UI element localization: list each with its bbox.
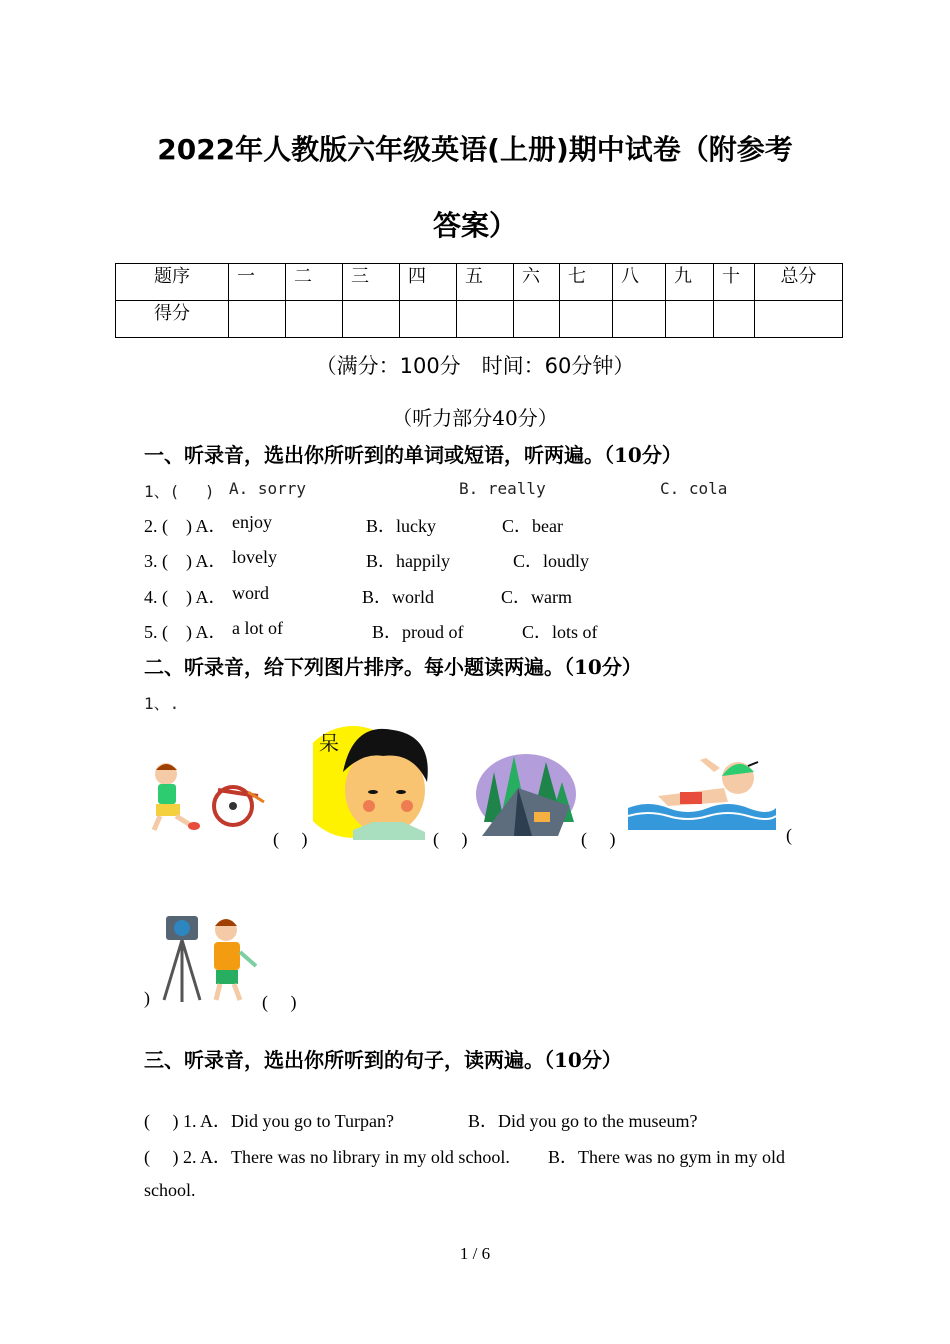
score-table-score-row	[116, 301, 843, 338]
score-header-cell: 三	[343, 264, 400, 301]
s1-q2-number: 2. ( ) A．	[144, 516, 227, 536]
score-header-cell: 九	[666, 264, 714, 301]
s1-q1-option-b: B. really	[459, 479, 546, 498]
s2-answer-bracket-5[interactable]: ( )	[262, 992, 297, 1012]
score-header-cell: 二	[286, 264, 343, 301]
score-cell[interactable]	[613, 301, 666, 338]
confused-boy-picture	[313, 722, 433, 840]
s3-q2-option-a: ( ) 2. A．There was no library in my old school.	[144, 1147, 510, 1167]
s2-answer-bracket-close[interactable]: )	[144, 988, 150, 1008]
s1-q3-number: 3. ( ) A．	[144, 551, 227, 571]
score-cell[interactable]	[229, 301, 286, 338]
s1-q2-option-a: enjoy	[232, 512, 272, 532]
s2-answer-bracket-3[interactable]: ( )	[581, 829, 616, 849]
score-header-cell: 七	[560, 264, 613, 301]
s1-q4-option-b: B．world	[362, 587, 434, 607]
s1-q3-option-c: C．loudly	[513, 551, 590, 571]
score-cell[interactable]	[755, 301, 843, 338]
score-cell[interactable]	[666, 301, 714, 338]
s3-q2-continuation: school.	[144, 1180, 196, 1200]
listening-part-label: （听力部分40分）	[392, 406, 558, 430]
page-title-line1: 2022年人教版六年级英语(上册)期中试卷（附参考	[157, 133, 793, 166]
s2-q1-label: 1、.	[144, 694, 180, 713]
bike-crash-picture	[148, 760, 266, 834]
s1-q4-option-a: word	[232, 583, 269, 603]
page-title-line2: 答案）	[432, 209, 517, 242]
score-cell[interactable]	[400, 301, 457, 338]
s1-q1-option-a: A. sorry	[229, 479, 307, 498]
exam-info: （满分：100分 时间：60分钟）	[315, 354, 635, 378]
s1-q4-option-c: C．warm	[501, 587, 572, 607]
svg-text:呆: 呆	[319, 731, 339, 755]
s3-q1-option-b: B．Did you go to the museum?	[468, 1111, 698, 1131]
s1-q2-option-c: C．bear	[502, 516, 563, 536]
score-row-label: 得分	[116, 301, 229, 338]
score-cell[interactable]	[560, 301, 613, 338]
s2-answer-bracket-2[interactable]: ( )	[433, 829, 468, 849]
section2-heading: 二、听录音，给下列图片排序。每小题读两遍。（10分）	[144, 655, 642, 679]
s1-q1-option-c: C. cola	[660, 479, 728, 498]
score-cell[interactable]	[457, 301, 514, 338]
score-header-cell: 四	[400, 264, 457, 301]
score-header-cell: 八	[613, 264, 666, 301]
score-header-cell: 六	[514, 264, 560, 301]
s1-q5-option-b: B．proud of	[372, 622, 464, 642]
page-number: 1 / 6	[459, 1244, 491, 1263]
score-cell[interactable]	[343, 301, 400, 338]
score-cell[interactable]	[714, 301, 755, 338]
s1-q3-option-a: lovely	[232, 547, 277, 567]
s1-q5-option-a: a lot of	[232, 618, 283, 638]
score-table-header-row	[116, 264, 843, 301]
s3-q1-option-a: ( ) 1. A．Did you go to Turpan?	[144, 1111, 395, 1131]
tent-picture	[474, 752, 578, 838]
s1-q5-option-c: C．lots of	[522, 622, 598, 642]
score-header-cell: 一	[229, 264, 286, 301]
s1-q2-option-b: B．lucky	[366, 516, 436, 536]
s2-answer-bracket-1[interactable]: ( )	[273, 829, 308, 849]
score-header-cell: 题序	[116, 264, 229, 301]
s3-q2-option-b: B．There was no gym in my old	[548, 1147, 785, 1167]
score-cell[interactable]	[514, 301, 560, 338]
s1-q4-number: 4. ( ) A．	[144, 587, 227, 607]
swimming-boy-picture	[628, 758, 776, 830]
score-cell[interactable]	[286, 301, 343, 338]
section3-heading: 三、听录音，选出你所听到的句子，读两遍。（10分）	[144, 1048, 622, 1072]
s1-q3-option-b: B．happily	[366, 551, 450, 571]
score-header-cell: 十	[714, 264, 755, 301]
s1-q1-number: 1、( )	[144, 482, 215, 501]
score-header-cell: 总分	[755, 264, 843, 301]
score-table	[115, 263, 843, 338]
s1-q5-number: 5. ( ) A．	[144, 622, 227, 642]
s2-answer-bracket-open[interactable]: (	[786, 825, 792, 845]
section1-heading: 一、听录音，选出你所听到的单词或短语，听两遍。（10分）	[144, 443, 682, 467]
camera-man-picture	[160, 912, 260, 1006]
score-header-cell: 五	[457, 264, 514, 301]
